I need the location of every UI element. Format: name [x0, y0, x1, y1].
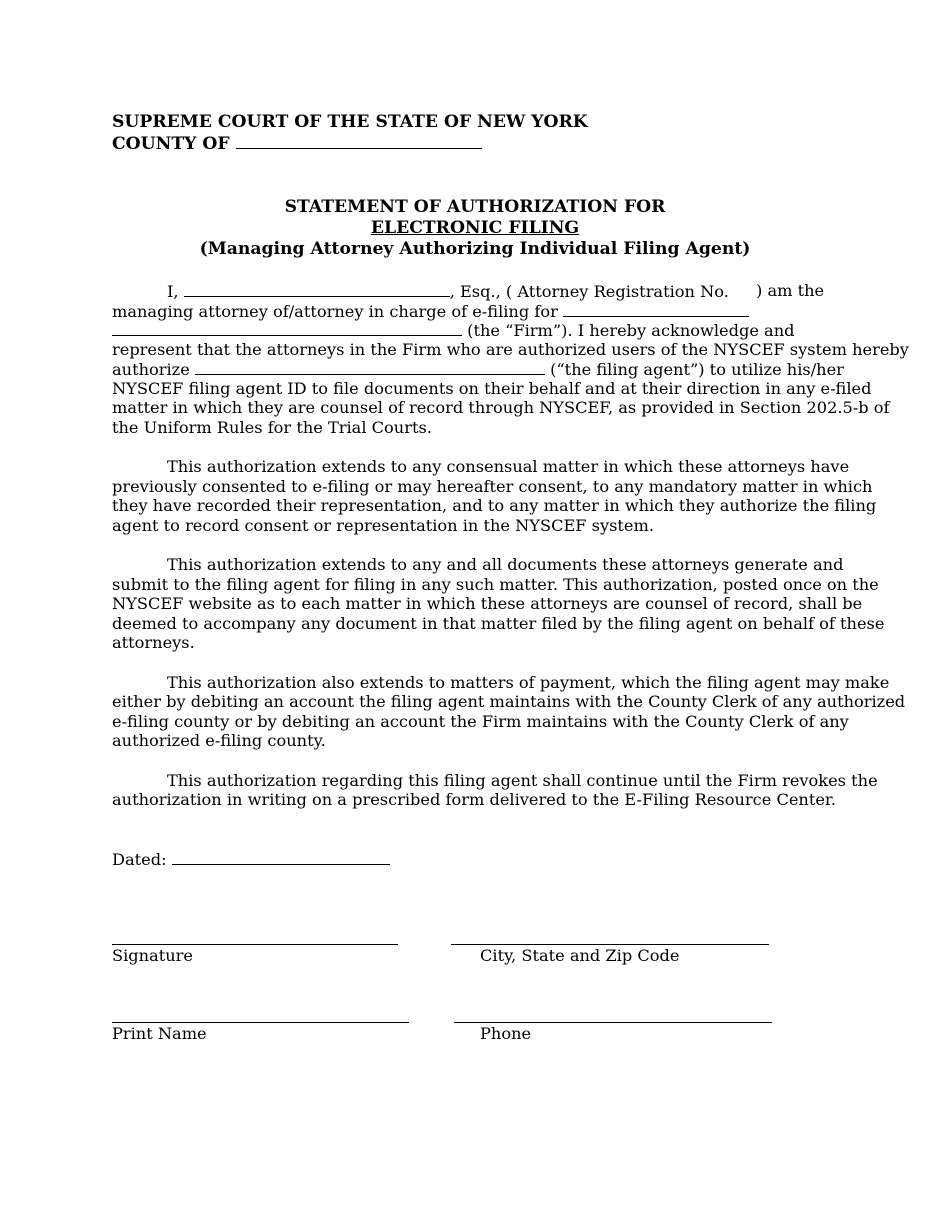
- attorney-name-blank[interactable]: [184, 281, 450, 297]
- para1-line-3: (the “Firm”). I hereby acknowledge and: [112, 320, 795, 341]
- para2-line-1: This authorization extends to any consensual matter in which these attorneys have: [167, 457, 850, 476]
- county-label: COUNTY OF: [112, 134, 230, 154]
- para4-line-4: authorized e-filing county.: [112, 731, 326, 750]
- para4-line-3: e-filing county or by debiting an account the Firm maintains with the County Clerk of any: [112, 712, 849, 731]
- city-state-zip-line[interactable]: [451, 944, 769, 945]
- para1-line-2: managing attorney of/attorney in charge of e-filing for: [112, 301, 749, 322]
- county-line: [112, 133, 482, 155]
- para4-line-1: This authorization also extends to matters of payment, which the filing agent may make: [167, 673, 890, 692]
- para1-line-1-end: ) am the: [756, 281, 825, 300]
- phone-line[interactable]: [454, 1022, 772, 1023]
- para2-line-4: agent to record consent or representation in the NYSCEF system.: [112, 516, 654, 535]
- print-name-line[interactable]: [112, 1022, 409, 1023]
- para1-line-8: the Uniform Rules for the Trial Courts.: [112, 418, 432, 437]
- para1-line-5: authorize (“the filing agent”) to utilize his/her: [112, 360, 844, 379]
- para1-line-6: NYSCEF filing agent ID to file documents on their behalf and at their direction in any e-filed: [112, 379, 872, 398]
- para3-line-1: This authorization extends to any and all documents these attorneys generate and: [167, 555, 844, 574]
- para5-line-1: This authorization regarding this filing agent shall continue until the Firm revokes the: [167, 771, 878, 790]
- para2-line-3: they have recorded their representation, and to any matter in which they authorize the filing: [112, 496, 877, 515]
- print-name-label: Print Name: [112, 1024, 207, 1043]
- title-line-1: STATEMENT OF AUTHORIZATION FOR: [284, 197, 666, 217]
- para1-line-1: I, , Esq., ( Attorney Registration No.: [167, 282, 729, 301]
- para2-line-2: previously consented to e-filing or may hereafter consent, to any mandatory matter in which: [112, 477, 873, 496]
- city-state-zip-label: City, State and Zip Code: [480, 946, 680, 965]
- signature-line[interactable]: [112, 944, 398, 945]
- title-line-3: (Managing Attorney Authorizing Individual Filing Agent): [199, 239, 751, 259]
- para3-line-4: deemed to accompany any document in that matter filed by the filing agent on behalf of these: [112, 614, 885, 633]
- court-name: SUPREME COURT OF THE STATE OF NEW YORK: [112, 112, 588, 132]
- filing-agent-blank[interactable]: [195, 359, 545, 375]
- para3-line-2: submit to the filing agent for filing in any such matter. This authorization, posted once on the: [112, 575, 879, 594]
- para3-line-3: NYSCEF website as to each matter in which these attorneys are counsel of record, shall be: [112, 594, 863, 613]
- firm-blank-1[interactable]: [563, 301, 749, 317]
- dated-line: [112, 849, 390, 870]
- para4-line-2: either by debiting an account the filing agent maintains with the County Clerk of any authorized: [112, 692, 906, 711]
- dated-blank[interactable]: [172, 849, 390, 865]
- para1-line-4: represent that the attorneys in the Firm who are authorized users of the NYSCEF system hereby: [112, 340, 909, 359]
- dated-label: Dated:: [112, 850, 167, 869]
- county-blank[interactable]: [236, 133, 482, 149]
- signature-label: Signature: [112, 946, 193, 965]
- firm-blank-2[interactable]: [112, 320, 462, 336]
- phone-label: Phone: [480, 1024, 532, 1043]
- para3-line-5: attorneys.: [112, 633, 195, 652]
- para5-line-2: authorization in writing on a prescribed form delivered to the E-Filing Resource Center.: [112, 790, 837, 809]
- para1-line-7: matter in which they are counsel of record through NYSCEF, as provided in Section 202.5-b of: [112, 398, 890, 417]
- title-line-2: ELECTRONIC FILING: [370, 218, 580, 238]
